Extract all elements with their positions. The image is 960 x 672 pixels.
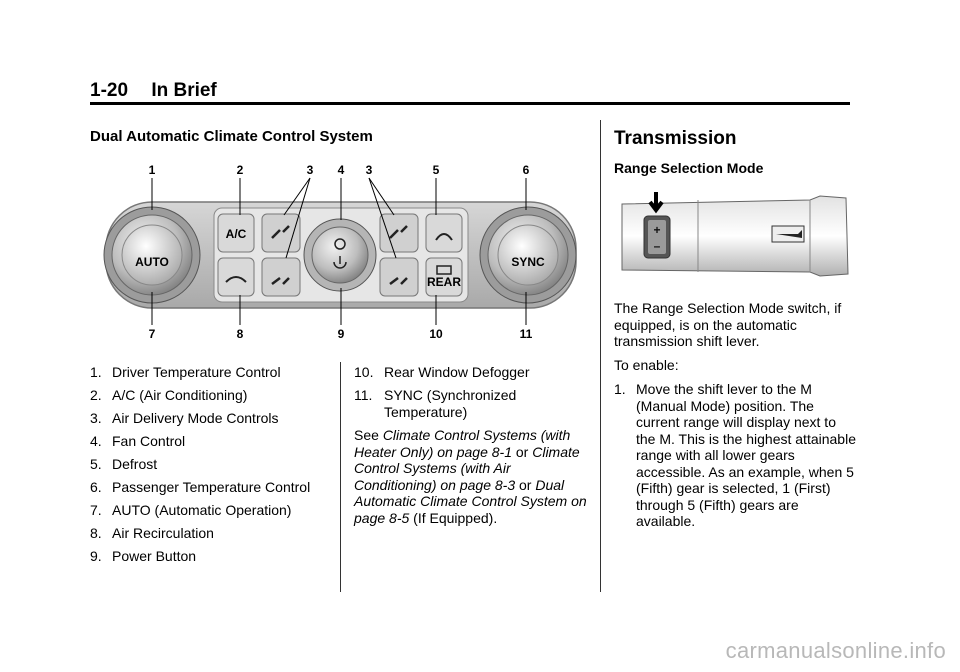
section-title: In Brief xyxy=(151,80,217,101)
fan-control-knob[interactable] xyxy=(304,219,376,291)
transmission-heading: Transmission xyxy=(614,128,737,149)
range-intro-text: The Range Selection Mode switch, if equipped, is on the automatic transmission shift lever. xyxy=(614,300,842,349)
climate-items-list-2 xyxy=(354,364,592,427)
callout-9: 9 xyxy=(337,327,345,341)
plus-label: + xyxy=(653,223,661,237)
to-enable-text: To enable: xyxy=(614,357,679,373)
list-item: 2. A/C (Air Conditioning) xyxy=(90,387,248,403)
column-divider-right xyxy=(600,120,601,592)
passenger-temperature-knob[interactable] xyxy=(480,207,576,303)
list-item: 7. AUTO (Automatic Operation) xyxy=(90,502,292,518)
climate-heading: Dual Automatic Climate Control System xyxy=(90,128,373,145)
callout-3a: 3 xyxy=(306,163,314,177)
list-item: 9. Power Button xyxy=(90,548,197,564)
see-also-paragraph: See Climate Control Systems (with Heater Only) on page 8-1 or Climate Control Systems (with Air Conditioning) on page 8-3 or Dual Automatic Climate Control System on page 8-5 (If Equipped). xyxy=(354,427,587,526)
callout-10: 10 xyxy=(429,327,443,341)
callout-6: 6 xyxy=(522,163,530,177)
callout-8: 8 xyxy=(236,327,244,341)
mode-button-lower-right[interactable] xyxy=(380,258,418,296)
list-item: 8. Air Recirculation xyxy=(90,525,214,541)
enable-steps-list xyxy=(614,381,856,536)
auto-label: AUTO xyxy=(135,255,169,269)
callout-11: 11 xyxy=(519,327,533,341)
crossref-link-dual-automatic[interactable]: Dual Automatic Climate Control System on page 8-5 xyxy=(354,476,587,526)
range-selection-subheading: Range Selection Mode xyxy=(614,160,764,176)
arrow-down-icon xyxy=(650,192,662,210)
watermark: carmanualsonline.info xyxy=(725,638,946,663)
climate-control-figure xyxy=(90,160,590,345)
rear-defog-button[interactable] xyxy=(426,258,462,296)
mode-button-lower-left[interactable] xyxy=(262,258,300,296)
page-header xyxy=(90,80,217,102)
list-item: 4. Fan Control xyxy=(90,433,186,449)
list-item: 1. Move the shift lever to the M (Manual Mode) position. The current range will display next to the M. This is the highest attainable range with all lower gears accessible. As an example, when 5 (Fifth) gear is selected, 1 (First) through 5 (Fifth) gears are available. xyxy=(614,381,856,529)
column-divider-left xyxy=(340,362,341,592)
list-item: 10. Rear Window Defogger xyxy=(354,364,530,380)
callout-3b: 3 xyxy=(365,163,373,177)
driver-temperature-knob[interactable] xyxy=(104,207,200,303)
ac-button[interactable] xyxy=(218,214,254,252)
page-number: 1-20 xyxy=(90,80,129,101)
shift-lever-figure xyxy=(614,188,854,284)
mode-button-upper-left[interactable] xyxy=(262,214,300,252)
rear-label: REAR xyxy=(426,275,462,289)
list-item: 11. SYNC (Synchronized Temperature) xyxy=(354,387,517,420)
list-item: 6. Passenger Temperature Control xyxy=(90,479,311,495)
callout-2: 2 xyxy=(236,163,244,177)
sync-label: SYNC xyxy=(511,255,545,269)
callout-1: 1 xyxy=(148,163,156,177)
air-recirculation-button[interactable] xyxy=(218,258,254,296)
list-item: 1. Driver Temperature Control xyxy=(90,364,281,380)
mode-button-upper-right[interactable] xyxy=(380,214,418,252)
callout-7: 7 xyxy=(148,327,156,341)
list-item: 5. Defrost xyxy=(90,456,158,472)
defrost-button[interactable] xyxy=(426,214,462,252)
header-rule xyxy=(90,102,850,105)
list-item: 3. Air Delivery Mode Controls xyxy=(90,410,279,426)
crossref-link-air-conditioning[interactable]: Climate Control Systems (with Air Conditioning) on page 8-3 xyxy=(354,443,580,493)
ac-label: A/C xyxy=(225,227,247,241)
climate-items-list-1 xyxy=(90,364,335,571)
callout-5: 5 xyxy=(432,163,440,177)
crossref-link-heater-only[interactable]: Climate Control Systems (with Heater Only) on page 8-1 xyxy=(354,427,571,460)
minus-label: – xyxy=(653,239,661,253)
callout-4: 4 xyxy=(337,163,345,177)
